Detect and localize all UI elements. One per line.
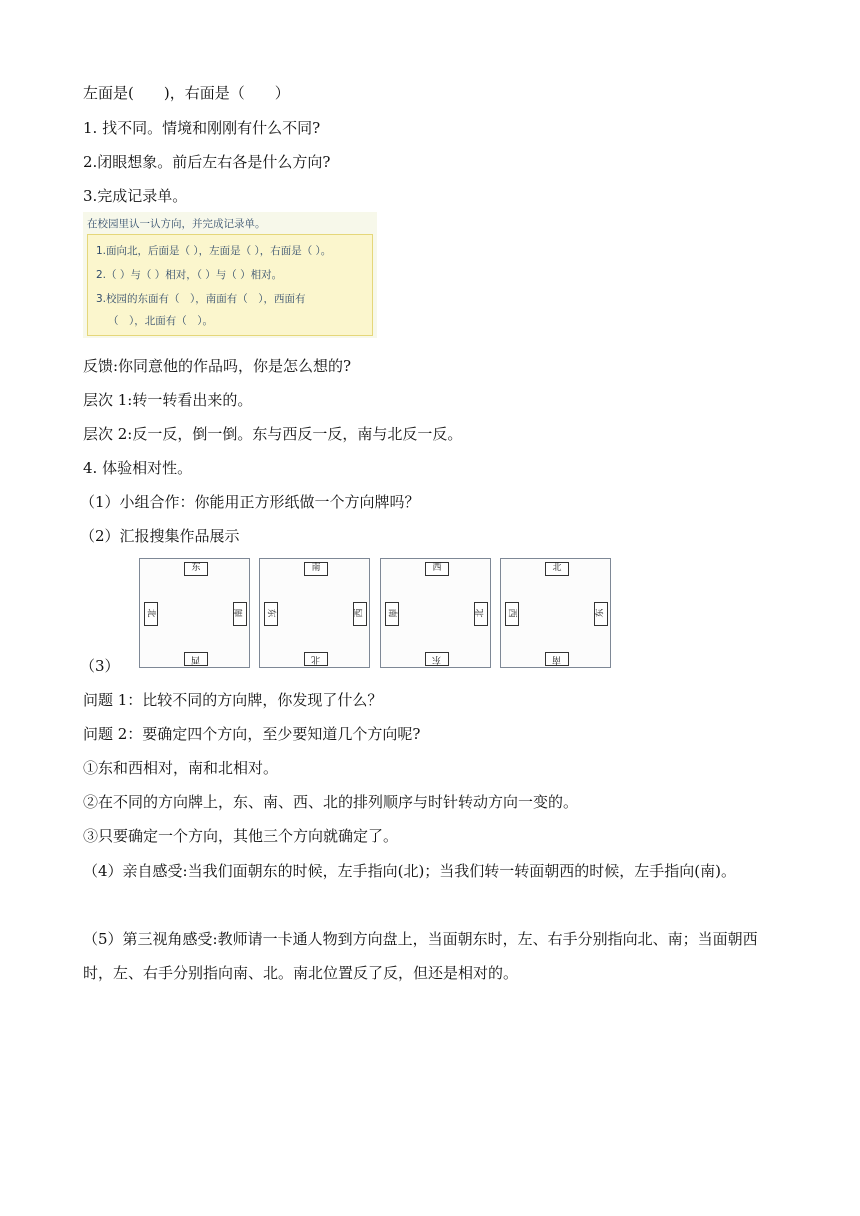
- direction-sign-1: [139, 558, 250, 668]
- text-line: 问题 1：比较不同的方向牌，你发现了什么？: [83, 691, 383, 709]
- sign-label-left: 南: [386, 608, 397, 618]
- sign-label-top: 南: [304, 562, 328, 576]
- record-sheet-title: 在校园里认一认方向，并完成记录单。: [87, 218, 266, 230]
- text-line: 2.闭眼想象。前后左右各是什么方向?: [83, 153, 331, 171]
- text-line: （3）: [80, 657, 120, 675]
- text-line: ②在不同的方向牌上，东、南、西、北的排列顺序与时针转动方向一变的。: [83, 793, 579, 811]
- text-line: 4. 体验相对性。: [83, 459, 193, 477]
- sign-label-right: 东: [595, 608, 606, 618]
- text-line: 层次 1:转一转看出来的。: [83, 391, 253, 409]
- text-line: 层次 2:反一反，倒一倒。东与西反一反，南与北反一反。: [83, 425, 463, 443]
- sign-label-left: 东: [265, 608, 276, 618]
- record-sheet-row: （ ），北面有（ ）。: [108, 315, 213, 327]
- sign-label-bottom: 西: [191, 654, 201, 664]
- text-line: 3.完成记录单。: [83, 187, 188, 205]
- direction-sign-4: [500, 558, 611, 668]
- sign-label-top: 东: [184, 562, 208, 576]
- record-sheet-row: 1.面向北，后面是（ ），左面是（ ），右面是（ ）。: [96, 245, 332, 257]
- sign-label-top: 北: [545, 562, 569, 576]
- sign-label-bottom: 东: [432, 654, 442, 664]
- sign-label-left: 北: [145, 608, 156, 618]
- text-line: 1. 找不同。情境和刚刚有什么不同?: [83, 119, 321, 137]
- paragraph: （4）亲自感受:当我们面朝东的时候，左手指向(北)；当我们转一转面朝西的时候，左手指向(南)。: [83, 862, 737, 880]
- sign-label-bottom: 南: [552, 654, 562, 664]
- text-line: 问题 2：要确定四个方向，至少要知道几个方向呢?: [83, 725, 421, 743]
- sign-label-right: 南: [234, 608, 245, 618]
- record-sheet-image: [83, 212, 377, 338]
- text-line: ③只要确定一个方向，其他三个方向就确定了。: [83, 827, 399, 845]
- sign-label-right: 西: [354, 608, 365, 618]
- record-sheet-box: [87, 234, 373, 336]
- record-sheet-row: 3.校园的东面有（ ），南面有（ ），西面有: [96, 293, 306, 305]
- sign-label-bottom: 北: [311, 654, 321, 664]
- text-line: ①东和西相对，南和北相对。: [83, 759, 279, 777]
- sign-label-left: 西: [506, 608, 517, 618]
- direction-sign-2: [259, 558, 370, 668]
- direction-sign-3: [380, 558, 491, 668]
- text-line: 左面是( )，右面是（ ）: [83, 84, 290, 102]
- text-line: 反馈:你同意他的作品吗，你是怎么想的?: [83, 357, 352, 375]
- sign-label-top: 西: [425, 562, 449, 576]
- paragraph: （5）第三视角感受:教师请一卡通人物到方向盘上，当面朝东时，左、右手分别指向北、南；当面朝西时，左、右手分别指向南、北。南北位置反了反，但还是相对的。: [83, 930, 758, 982]
- text-line: （1）小组合作：你能用正方形纸做一个方向牌吗？: [80, 493, 420, 511]
- record-sheet-row: 2.（ ）与（ ）相对，（ ）与（ ）相对。: [96, 269, 283, 281]
- sign-label-right: 北: [475, 608, 486, 618]
- text-line: （2）汇报搜集作品展示: [80, 527, 240, 545]
